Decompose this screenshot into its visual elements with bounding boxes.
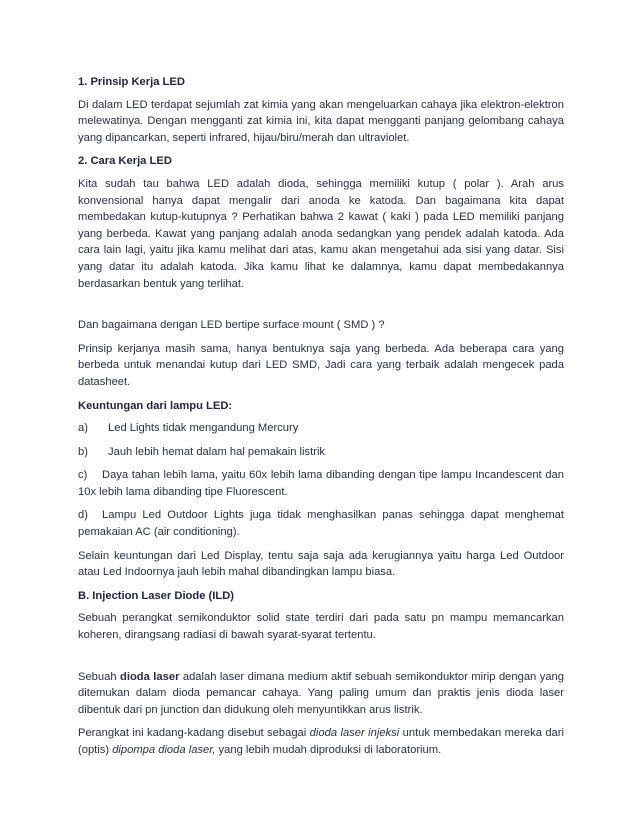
text-run: untuk membedakan mereka dari (optis)	[78, 727, 564, 756]
list-item-c	[78, 467, 564, 500]
list-item-text: Led Lights tidak mengandung Mercury	[108, 422, 299, 435]
heading-prinsip-kerja: 1. Prinsip Kerja LED	[78, 76, 185, 88]
spacer	[78, 299, 564, 317]
italic-term: dipompa dioda laser,	[112, 744, 216, 756]
paragraph-prinsip-kerja: Di dalam LED terdapat sejumlah zat kimia yang akan mengeluarkan cahaya jika elektron-elektron melewatinya. Dengan mengganti zat kimia ini, kita dapat mengganti panjang gelombang cahaya yang dipancarkan, seperti infrared, hijau/biru/merah dan ultraviolet.	[78, 98, 564, 144]
paragraph-dioda-laser	[78, 669, 564, 719]
list-item-text: Lampu Led Outdoor Lights juga tidak menghasilkan panas sehingga dapat menghemat pemakaian AC (air conditioning).	[78, 509, 564, 539]
list-item-text: Daya tahan lebih lama, yaitu 60x lebih lama dibanding dengan tipe lampu Incandescent dan 10x lebih lama dibanding tipe Fluorescent.	[78, 469, 564, 498]
text-run: yang lebih mudah diproduksi di laboratorium.	[215, 744, 442, 756]
list-marker: b)	[78, 445, 88, 458]
paragraph-cara-kerja: Kita sudah tau bahwa LED adalah dioda, sehingga memiliki kutup ( polar ). Arah arus konvensional hanya dapat mengalir dari anoda ke katoda. Dan bagaimana kita dapat membedakan kutup-kutupnya ? Perhatikan bahwa 2 kawat ( kaki ) pada LED memiliki panjang yang berbeda. Kawat yang panjang adalah anoda sedangkan yang pendek adalah katoda. Ada cara lain lagi, yaitu jika kamu melihat dari atas, kamu akan mengetahui ada sisi yang datar. Sisi yang datar itu adalah katoda. Jika kamu lihat ke dalamnya, kamu dapat membedakannya berdasarkan bentuk yang terlihat.	[78, 177, 564, 290]
text-run: Sebuah	[78, 670, 121, 683]
list-item-a	[78, 420, 564, 437]
list-marker: d)	[78, 509, 88, 522]
italic-term: dioda laser injeksi	[309, 727, 400, 740]
paragraph-smd-question: Dan bagaimana dengan LED bertipe surface mount ( SMD ) ?	[78, 319, 385, 332]
heading-cara-kerja: 2. Cara Kerja LED	[78, 155, 172, 168]
paragraph-dioda-laser-injeksi	[78, 725, 564, 758]
heading-keuntungan: Keuntungan dari lampu LED:	[78, 399, 233, 412]
spacer	[78, 651, 564, 669]
text-run: Perangkat ini kadang-kadang disebut sebagai	[78, 727, 310, 740]
document-body	[78, 74, 564, 766]
paragraph-kerugian: Selain keuntungan dari Led Display, tentu saja saja ada kerugiannya yaitu harga Led Outdoor atau Led Indoornya jauh lebih mahal dibandingkan lampu biasa.	[78, 549, 564, 579]
text-run: adalah laser dimana medium aktif sebuah semikonduktor mirip dengan yang ditemukan dalam dioda pemancar cahaya. Yang paling umum dan praktis jenis dioda laser dibentuk dari pn junction dan didukung oleh menyuntikkan arus listrik.	[78, 670, 564, 716]
list-marker: c)	[78, 469, 88, 482]
bold-term: dioda laser	[120, 670, 180, 683]
list-marker: a)	[78, 422, 88, 435]
paragraph-smd-answer: Prinsip kerjanya masih sama, hanya bentuknya saja yang berbeda. Ada beberapa cara yang berbeda untuk menandai kutup dari LED SMD, Jadi cara yang terbaik adalah mengecek pada datasheet.	[78, 342, 564, 388]
list-item-d	[78, 507, 564, 540]
heading-ild: B. Injection Laser Diode (ILD)	[78, 589, 235, 602]
list-item-text: Jauh lebih hemat dalam hal pemakain listrik	[108, 445, 326, 458]
list-item-b	[78, 444, 564, 461]
paragraph-ild-definition: Sebuah perangkat semikonduktor solid state terdiri dari pada satu pn mampu memancarkan koheren, dirangsang radiasi di bawah syarat-syarat tertentu.	[78, 612, 564, 642]
